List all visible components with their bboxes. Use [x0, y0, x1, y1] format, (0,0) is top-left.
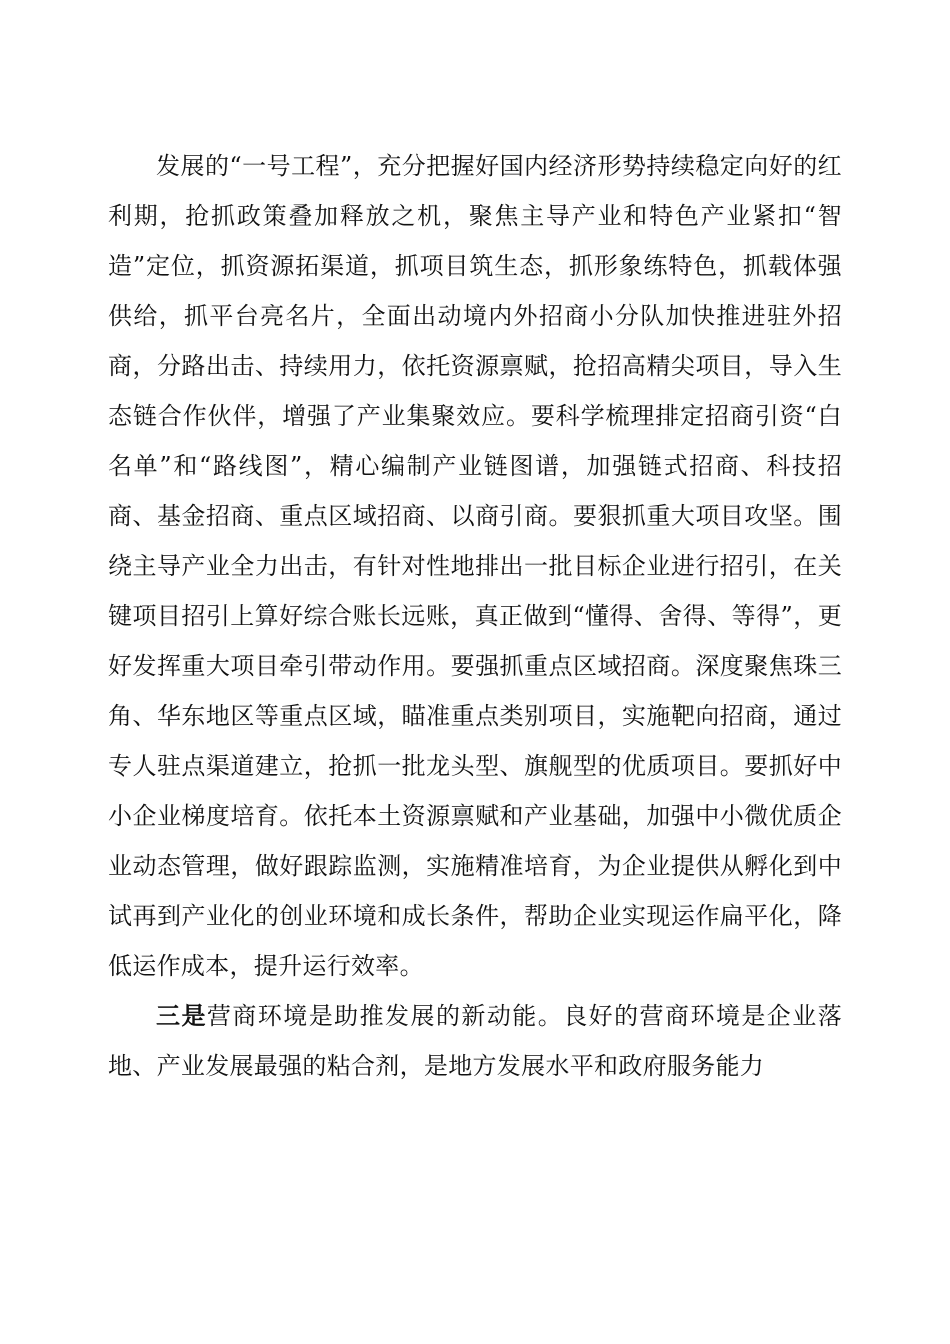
paragraph-business-environment	[108, 991, 842, 1091]
paragraph-lead: 三是	[156, 1001, 207, 1030]
paragraph-investment	[108, 141, 842, 991]
document-body	[108, 141, 842, 1091]
paragraph-text: 营商环境是助推发展的新动能。良好的营商环境是企业落地、产业发展最强的粘合剂，是地方发展水平和政府服务能力	[108, 1002, 842, 1080]
paragraph-text: 发展的“一号工程”，充分把握好国内经济形势持续稳定向好的红利期，抢抓政策叠加释放之机，聚焦主导产业和特色产业紧扣“智造”定位，抓资源拓渠道，抓项目筑生态，抓形象练特色，抓载体强供给，抓平台亮名片，全面出动境内外招商小分队加快推进驻外招商，分路出击、持续用力，依托资源禀赋，抢招高精尖项目，导入生态链合作伙伴，增强了产业集聚效应。要科学梳理排定招商引资“白名单”和“路线图”，精心编制产业链图谱，加强链式招商、科技招商、基金招商、重点区域招商、以商引商。要狠抓重大项目攻坚。围绕主导产业全力出击，有针对性地排出一批目标企业进行招引，在关键项目招引上算好综合账长远账，真正做到“懂得、舍得、等得”，更好发挥重大项目牵引带动作用。要强抓重点区域招商。深度聚焦珠三角、华东地区等重点区域，瞄准重点类别项目，实施靶向招商，通过专人驻点渠道建立，抢抓一批龙头型、旗舰型的优质项目。要抓好中小企业梯度培育。依托本土资源禀赋和产业基础，加强中小微优质企业动态管理，做好跟踪监测，实施精准培育，为企业提供从孵化到中试再到产业化的创业环境和成长条件，帮助企业实现运作扁平化，降低运作成本，提升运行效率。	[108, 152, 842, 980]
